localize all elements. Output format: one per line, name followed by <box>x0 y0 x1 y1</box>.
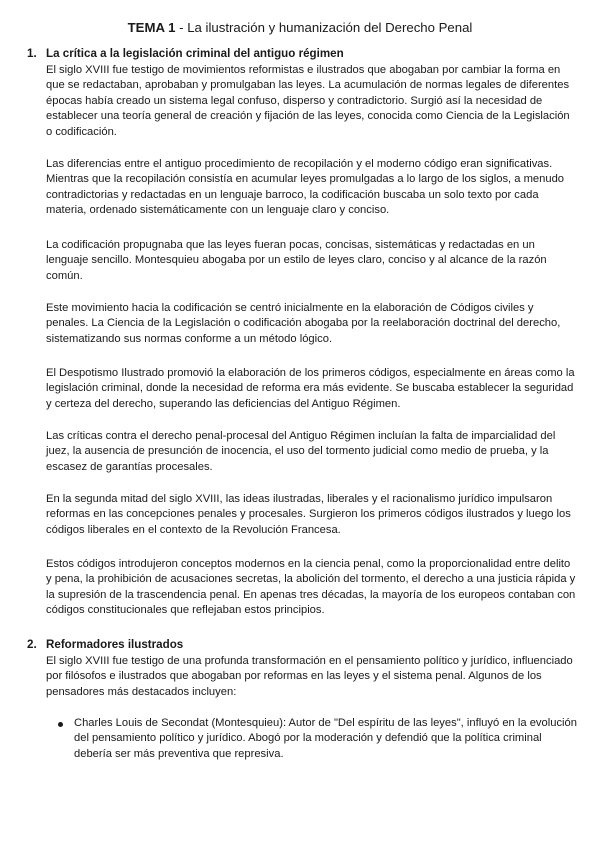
section-1-paragraph-2: Las diferencias entre el antiguo procedimiento de recopilación y el moderno código eran significativas. Mientras que la recopilación consistía en acumular leyes promulgadas a lo largo de los siglos, a menudo contradictorias y redactadas en un lenguaje barroco, la codificación buscaba un solo texto por cada materia, ordenado sistemáticamente con un lenguaje claro y conciso. <box>46 158 565 217</box>
section-2-number: 2. <box>27 638 37 651</box>
section-1-paragraph-8: Estos códigos introdujeron conceptos modernos en la ciencia penal, como la proporcionalidad entre delito y pena, la prohibición de acusaciones secretas, la abolición del tormento, el derecho a una justicia rápida y la supresión de la trascendencia penal. En apenas tres décadas, la mayoría de los europeos contaban con códigos constitucionales que reflejaban estos principios. <box>46 558 576 617</box>
section-1-title: La crítica a la legislación criminal del antiguo régimen <box>46 47 344 60</box>
section-1-paragraph-7: En la segunda mitad del siglo XVIII, las ideas ilustradas, liberales y el racionalismo jurídico impulsaron reformas en las concepciones penales y procesales. Surgieron los primeros códigos ilustrados y luego los códigos liberales en el contexto de la Revolución Francesa. <box>46 493 571 536</box>
section-1-number: 1. <box>27 47 37 60</box>
page-title <box>0 20 600 36</box>
section-1-paragraph-6: Las críticas contra el derecho penal-procesal del Antiguo Régimen incluían la falta de imparcialidad del juez, la ausencia de presunción de inocencia, el uso del tormento judicial como medio de prueba, y la escasez de garantías procesales. <box>46 430 556 473</box>
section-2-paragraph-1: El siglo XVIII fue testigo de una profunda transformación en el pensamiento político y jurídico, influenciado por filósofos e ilustrados que abogaban por reformas en las leyes y el sistema penal. Algunos de los pensadores más destacados incluyen: <box>46 655 573 698</box>
list-item-text: Charles Louis de Secondat (Montesquieu): Autor de "Del espíritu de las leyes", influyó en la evolución del pensamiento político y jurídico. Abogó por la moderación y defendió que la política criminal debería ser más preventiva que represiva. <box>74 717 577 760</box>
section-1-paragraph-5: El Despotismo Ilustrado promovió la elaboración de los primeros códigos, especialmente en áreas como la legislación criminal, donde la necesidad de reforma era más evidente. Se buscaba establecer la seguridad y certeza del derecho, superando las deficiencias del Antiguo Régimen. <box>46 367 575 410</box>
list-item <box>58 716 578 762</box>
section-2-title: Reformadores ilustrados <box>46 638 184 651</box>
section-1-paragraph-3: La codificación propugnaba que las leyes fueran pocas, concisas, sistemáticas y redactadas en un lenguaje sencillo. Montesquieu abogaba por un estilo de leyes claro, conciso y al alcance de la razón común. <box>46 239 547 282</box>
section-1-heading <box>27 46 344 61</box>
title-subject: - La ilustración y humanización del Derecho Penal <box>175 20 473 35</box>
bullet-icon <box>58 722 63 727</box>
title-topic: TEMA 1 <box>127 20 176 35</box>
section-2-heading <box>27 637 183 652</box>
section-1-paragraph-1: El siglo XVIII fue testigo de movimientos reformistas e ilustrados que abogaban por cambiar la forma en que se redactaban, aprobaban y promulgaban las leyes. La acumulación de normas legales de diferentes épocas había creado un sistema legal confuso, disperso y contradictorio. Surgió así la necesidad de establecer una teoría general de creación y fijación de las leyes, conocida como Ciencia de la Legislación o codificación. <box>46 64 570 138</box>
section-1-paragraph-4: Este movimiento hacia la codificación se centró inicialmente en la elaboración de Códigos civiles y penales. La Ciencia de la Legislación o codificación abogaba por la reelaboración doctrinal del derecho, sistematizando sus normas conforme a un método lógico. <box>46 302 561 345</box>
